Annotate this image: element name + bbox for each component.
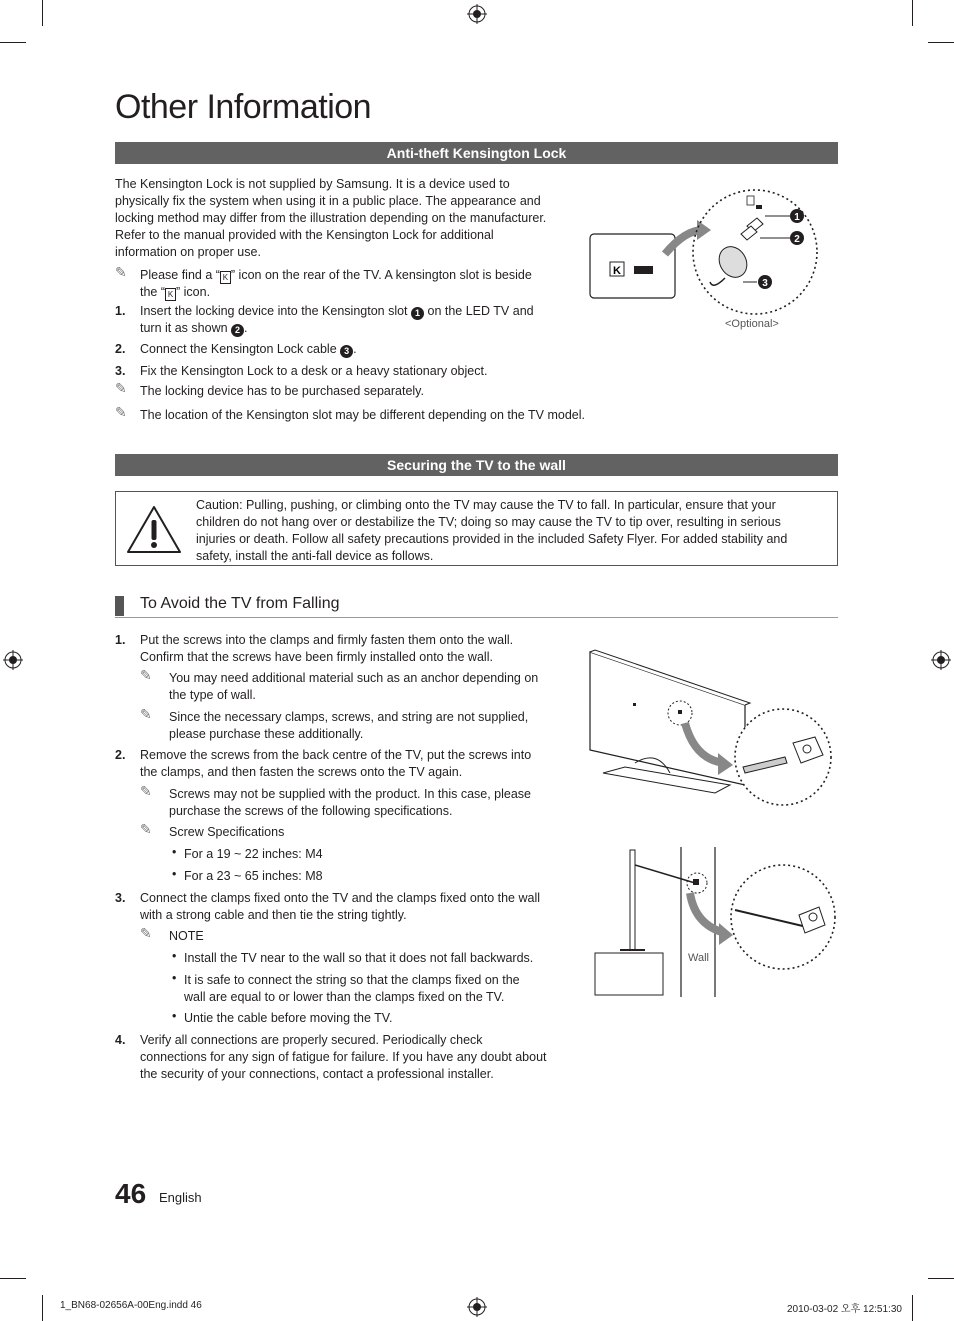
securing-step-3 xyxy=(140,890,570,924)
caution-line: injuries or death. Follow all safety precautions provided in the included Safety Flyer. For added stability and xyxy=(196,532,788,546)
crop-mark xyxy=(0,1278,26,1279)
step-line: Confirm that the screws have been firmly installed onto the wall. xyxy=(140,650,493,664)
caution-label: Caution xyxy=(196,498,240,512)
footer-date: 2010-03-02 오후 12:51:30 xyxy=(787,1304,902,1315)
step-number: 2. xyxy=(115,342,126,356)
bullet-item: For a 19 ~ 22 inches: M4 xyxy=(184,847,323,861)
note-label: NOTE xyxy=(169,929,204,943)
step-number: 3. xyxy=(115,364,126,378)
crop-mark xyxy=(912,0,913,26)
section-heading-securing: Securing the TV to the wall xyxy=(115,454,838,476)
wall-string-illustration xyxy=(585,845,840,1005)
note-text: ” icon on the rear of the TV. A kensington slot is beside xyxy=(230,268,532,282)
step-line: Remove the screws from the back centre of the TV, put the screws into xyxy=(140,748,532,762)
section-heading-kensington: Anti-theft Kensington Lock xyxy=(115,142,838,164)
bullet-item xyxy=(184,972,574,1006)
note-line: purchase the screws of the following specifications. xyxy=(169,804,453,818)
bullet-item: For a 23 ~ 65 inches: M8 xyxy=(184,869,323,883)
note-line: the type of wall. xyxy=(169,688,256,702)
step-line: the security of your connections, contact a professional installer. xyxy=(140,1067,494,1081)
kensington-note-1 xyxy=(140,267,570,301)
kensington-step-3: Fix the Kensington Lock to a desk or a heavy stationary object. xyxy=(140,364,488,378)
securing-step-1 xyxy=(140,632,570,666)
securing-step-2-note-1 xyxy=(169,786,569,820)
pencil-note-icon: ✎ xyxy=(140,783,152,799)
note-line: Screws may not be supplied with the product. In this case, please xyxy=(169,787,531,801)
pencil-note-icon: ✎ xyxy=(140,821,152,837)
bullet-dot: • xyxy=(172,949,177,963)
caution-line: : Pulling, pushing, or climbing onto the TV may cause the TV to fall. In particular, ensure that your xyxy=(239,498,776,512)
kensington-k-icon: K xyxy=(165,288,176,301)
step-line: connections for any sign of fatigue for failure. If you have any doubt about xyxy=(140,1050,547,1064)
wall-label: Wall xyxy=(688,952,709,964)
bullet-dot: • xyxy=(172,971,177,985)
bullet-line: wall are equal to or lower than the clamps fixed on the TV. xyxy=(184,990,505,1004)
step-number: 3. xyxy=(115,891,126,905)
registration-mark-icon xyxy=(3,650,23,670)
bullet-item: Install the TV near to the wall so that it does not fall backwards. xyxy=(184,951,534,965)
svg-text:K: K xyxy=(613,265,621,277)
subheading-avoid-falling: To Avoid the TV from Falling xyxy=(140,595,340,612)
note-text: the “ xyxy=(140,285,166,299)
note-text: Please find a “ xyxy=(140,268,220,282)
step-text: Connect the Kensington Lock cable xyxy=(140,342,337,356)
step-text: on the LED TV and xyxy=(427,304,534,318)
marker-2: 2 xyxy=(231,324,244,337)
kensington-illustration xyxy=(585,182,825,337)
note-text: ” icon. xyxy=(176,285,211,299)
diagram-marker-2: 2 xyxy=(794,234,800,245)
bullet-line: It is safe to connect the string so that the clamps fixed on the xyxy=(184,973,520,987)
page-number: 46 xyxy=(115,1178,147,1209)
crop-mark xyxy=(42,1295,43,1321)
step-text: Insert the locking device into the Kensington slot xyxy=(140,304,408,318)
intro-line: information on proper use. xyxy=(115,245,261,259)
subheading-rule xyxy=(115,617,838,618)
caution-line: children do not hang over or destabilize the TV; doing so may cause the TV to tip over, resulting in serious xyxy=(196,515,781,529)
caution-line: safety, install the anti-fall device as follows. xyxy=(196,549,434,563)
marker-3: 3 xyxy=(340,345,353,358)
caution-box xyxy=(115,491,838,566)
securing-step-2-note-2: Screw Specifications xyxy=(169,825,285,839)
kensington-note-2: The locking device has to be purchased separately. xyxy=(140,384,424,398)
pencil-note-icon: ✎ xyxy=(115,380,127,396)
pencil-note-icon: ✎ xyxy=(140,667,152,683)
crop-mark xyxy=(928,42,954,43)
registration-mark-icon xyxy=(467,4,487,24)
step-line: Put the screws into the clamps and firmly fasten them onto the wall. xyxy=(140,633,514,647)
step-number: 2. xyxy=(115,748,126,762)
bullet-item: Untie the cable before moving the TV. xyxy=(184,1011,393,1025)
bullet-dot: • xyxy=(172,1009,177,1023)
kensington-k-icon: K xyxy=(220,271,231,284)
diagram-marker-1: 1 xyxy=(794,212,800,223)
diagram-marker-3: 3 xyxy=(762,278,768,289)
securing-step-4 xyxy=(140,1032,580,1083)
pencil-note-icon: ✎ xyxy=(115,264,127,280)
pencil-note-icon: ✎ xyxy=(140,925,152,941)
securing-step-1-note-2 xyxy=(169,709,569,743)
step-line: the clamps, and then fasten the screws onto the TV again. xyxy=(140,765,463,779)
page-title: Other Information xyxy=(115,88,372,126)
step-line: Verify all connections are properly secured. Periodically check xyxy=(140,1033,483,1047)
bullet-dot: • xyxy=(172,845,177,859)
page-language: English xyxy=(159,1190,202,1205)
step-line: with a strong cable and then tie the string tightly. xyxy=(140,908,407,922)
subheading-marker xyxy=(115,596,124,616)
warning-triangle-icon xyxy=(126,504,182,554)
intro-line: locking method may differ from the illustration depending on the manufacturer. xyxy=(115,211,547,225)
intro-line: Refer to the manual provided with the Kensington Lock for additional xyxy=(115,228,494,242)
pencil-note-icon: ✎ xyxy=(115,404,127,420)
tv-clamp-illustration xyxy=(585,645,840,810)
intro-line: physically fix the system when using it in a public place. The appearance and xyxy=(115,194,541,208)
step-text: turn it as shown xyxy=(140,321,228,335)
footer-file: 1_BN68-02656A-00Eng.indd 46 xyxy=(60,1300,202,1311)
kensington-intro xyxy=(115,176,575,261)
optional-label: <Optional> xyxy=(725,318,779,330)
bullet-dot: • xyxy=(172,867,177,881)
crop-mark xyxy=(912,1295,913,1321)
securing-step-2 xyxy=(140,747,570,781)
kensington-note-3: The location of the Kensington slot may be different depending on the TV model. xyxy=(140,408,585,422)
marker-1: 1 xyxy=(411,307,424,320)
step-number: 4. xyxy=(115,1033,126,1047)
step-number: 1. xyxy=(115,633,126,647)
pencil-note-icon: ✎ xyxy=(140,706,152,722)
intro-line: The Kensington Lock is not supplied by Samsung. It is a device used to xyxy=(115,177,510,191)
registration-mark-icon xyxy=(931,650,951,670)
note-line: You may need additional material such as an anchor depending on xyxy=(169,671,539,685)
kensington-step-1: Insert the locking device into the Kensington slot 1 on the LED TV and turn it as shown 2 . xyxy=(140,304,534,335)
caution-text xyxy=(196,497,826,565)
step-line: Connect the clamps fixed onto the TV and the clamps fixed onto the wall xyxy=(140,891,540,905)
crop-mark xyxy=(928,1278,954,1279)
kensington-step-2: Connect the Kensington Lock cable 3 . xyxy=(140,342,357,356)
step-number: 1. xyxy=(115,304,126,318)
crop-mark xyxy=(0,42,26,43)
note-line: please purchase these additionally. xyxy=(169,727,364,741)
securing-step-1-note-1 xyxy=(169,670,569,704)
note-line: Since the necessary clamps, screws, and string are not supplied, xyxy=(169,710,529,724)
crop-mark xyxy=(42,0,43,26)
registration-mark-icon xyxy=(467,1297,487,1317)
